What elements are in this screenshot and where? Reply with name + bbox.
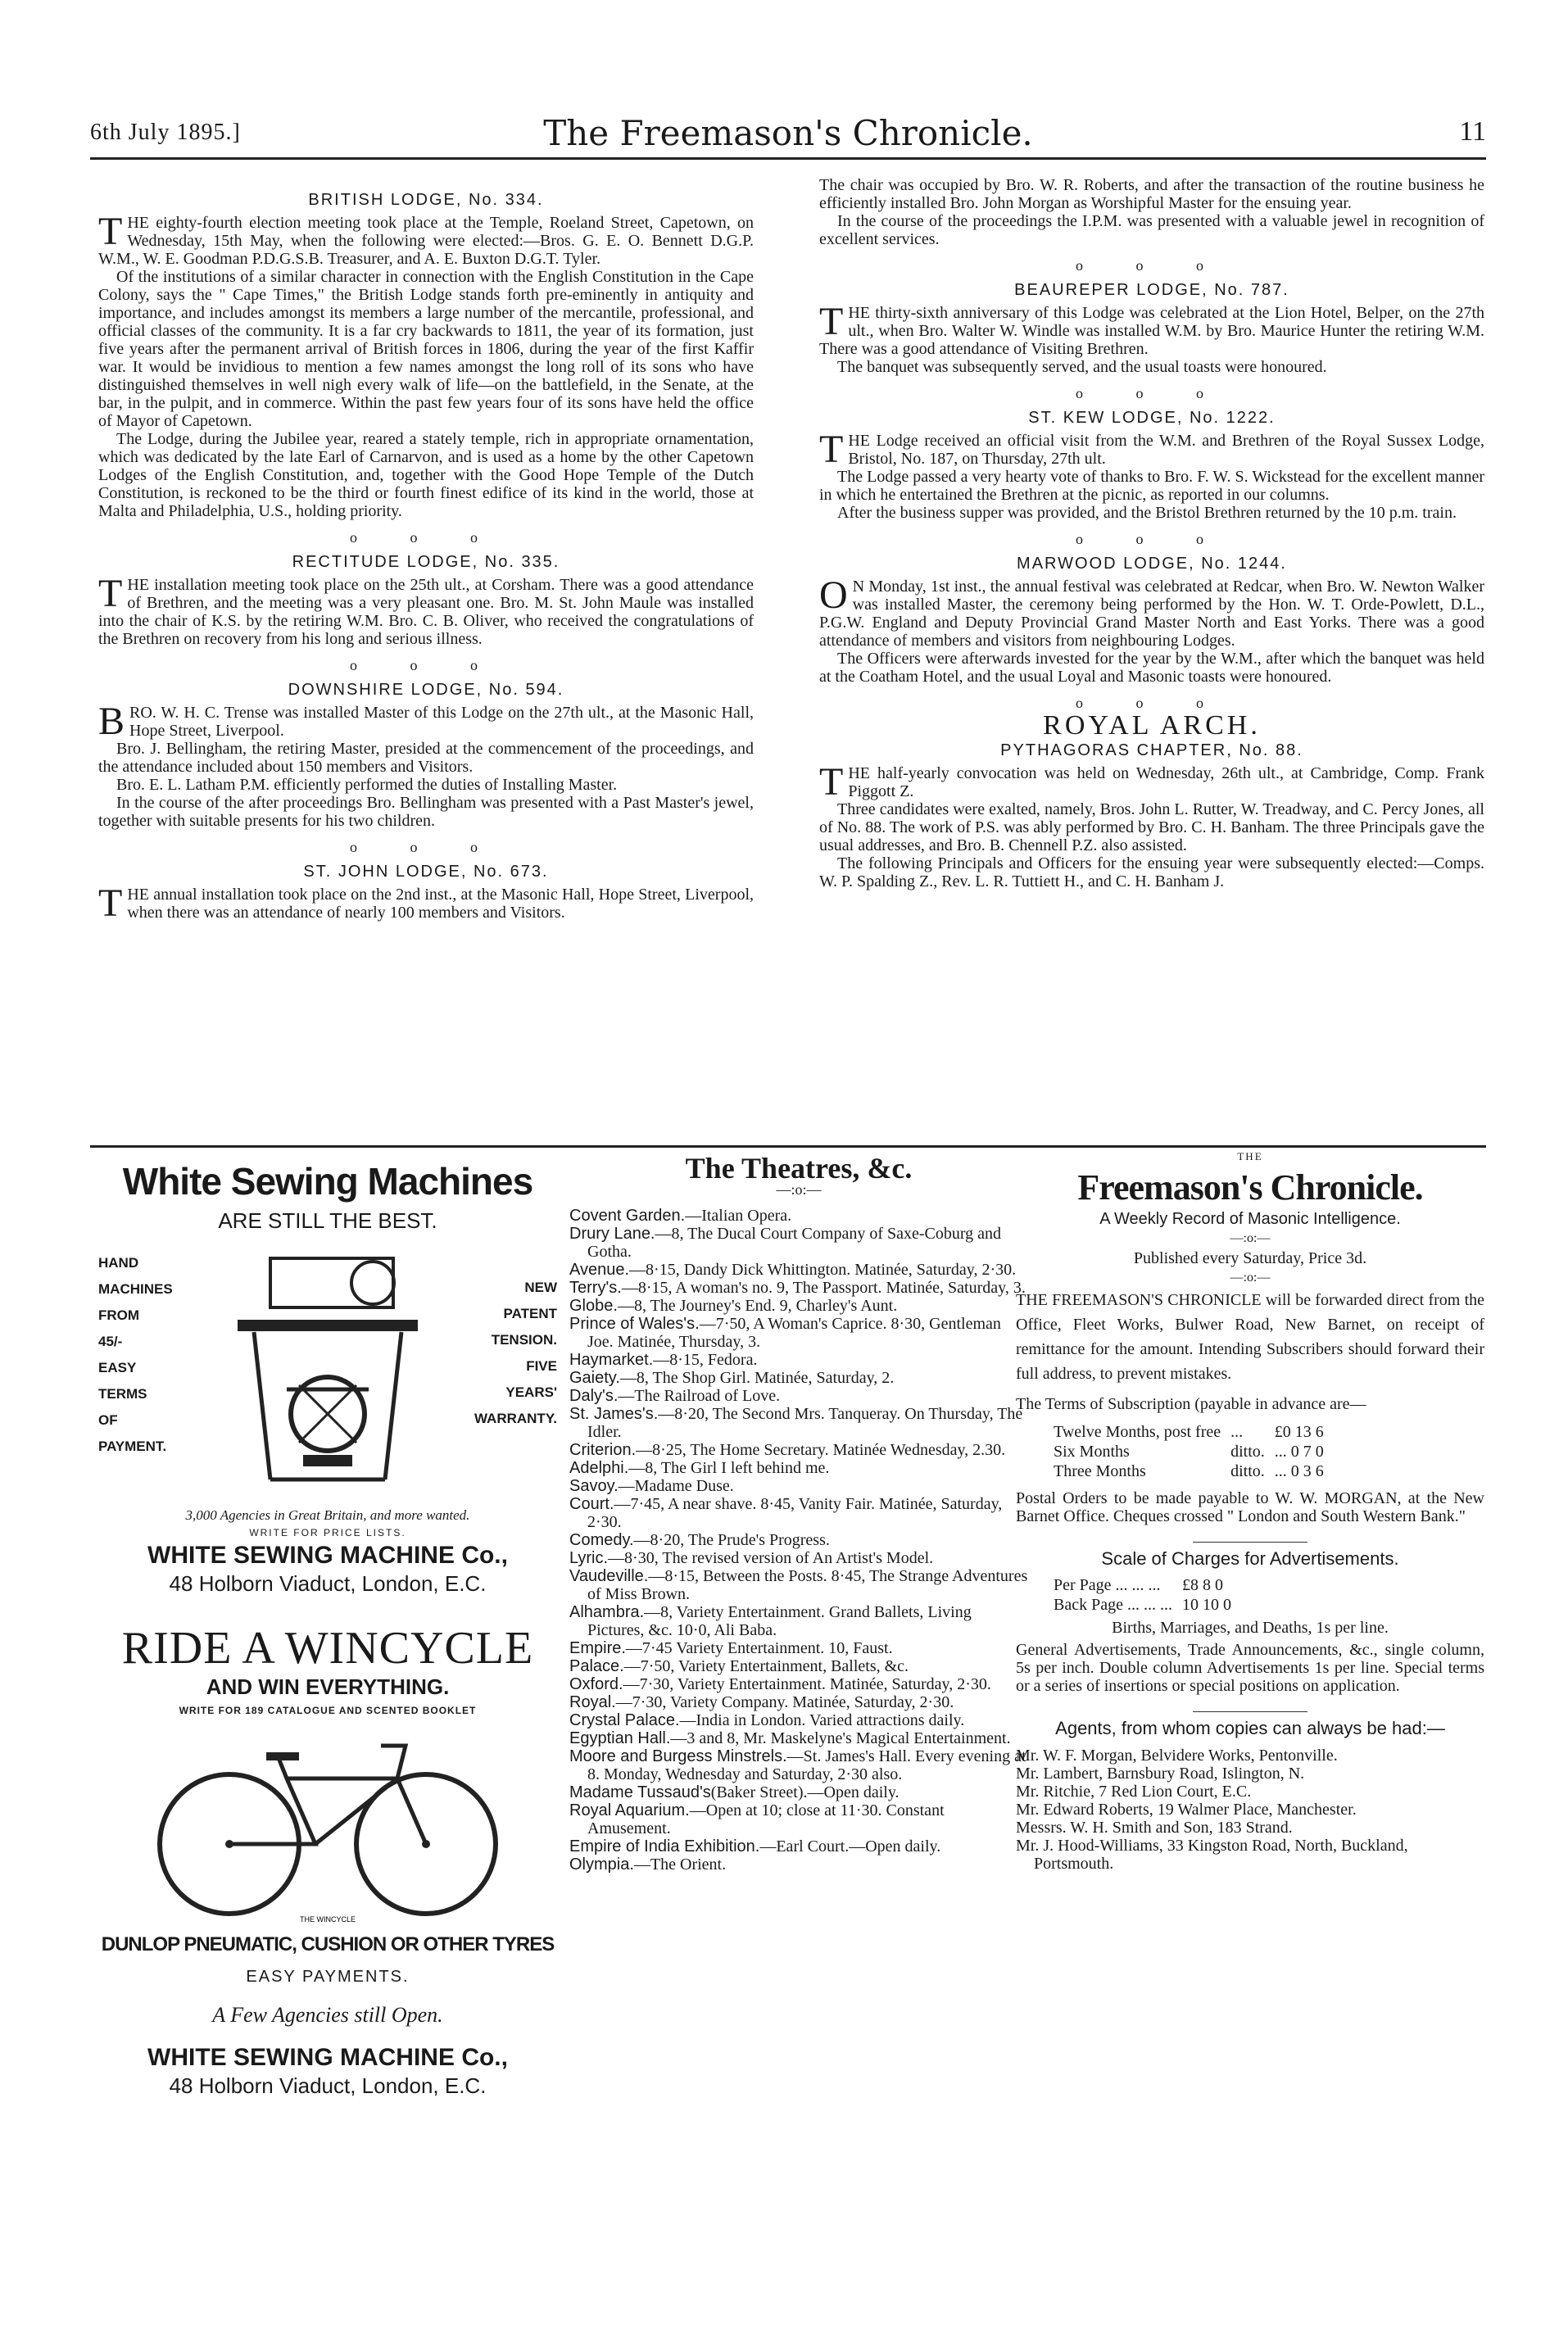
- theatre-entry: [569, 1837, 1028, 1855]
- page-number: 11: [1459, 116, 1486, 147]
- chronicle-postal: Postal Orders to be made payable to W. W. MORGAN, at the New Barnet Office. Cheques crossed " London and South Western Bank.": [1016, 1489, 1484, 1525]
- agents-list: [1016, 1747, 1484, 1873]
- chronicle-published: Published every Saturday, Price 3d.: [1133, 1249, 1367, 1267]
- ad-right-item: TENSION.: [491, 1332, 557, 1348]
- drop-cap: T: [819, 300, 844, 343]
- rate-cell: ditto.: [1230, 1443, 1265, 1461]
- theatre-detail: —8, The Shop Girl. Matinée, Saturday, 2.: [619, 1369, 895, 1387]
- wincycle-write: WRITE FOR 189 CATALOGUE AND SCENTED BOOKLET: [179, 1705, 477, 1716]
- drop-cap: T: [819, 428, 844, 471]
- chronicle-subtitle: A Weekly Record of Masonic Intelligence.: [1099, 1210, 1401, 1228]
- wincycle-ad: [98, 1622, 557, 2099]
- theatre-detail: —7·50, Variety Entertainment, Ballets, &c.: [623, 1657, 909, 1675]
- rate-row: [1049, 1442, 1329, 1461]
- ad-title: White Sewing Machines: [122, 1160, 533, 1203]
- chronicle-general: General Advertisements, Trade Announcements, &c., single column, 5s per inch. Double column Advertisements 1s per line. Special terms or a series of insertions or special positions on application.: [1016, 1641, 1484, 1695]
- section-divider: o o o: [350, 839, 502, 855]
- theatres-column: [569, 1152, 1028, 1874]
- theatre-name: Globe.: [569, 1297, 618, 1315]
- article-paragraph: The following Principals and Officers for the ensuing year were subsequently elected:—Comps. W. P. Spalding Z., Rev. L. R. Tuttiett H., and C. H. Banham J.: [819, 854, 1484, 890]
- theatre-entry: [569, 1603, 1028, 1639]
- theatres-title: The Theatres, &c.: [685, 1152, 913, 1185]
- section-divider: o o o: [1076, 531, 1228, 547]
- right-column: [819, 176, 1484, 890]
- agent-entry: Mr. Edward Roberts, 19 Walmer Place, Manchester.: [1016, 1801, 1357, 1819]
- theatre-entry: [569, 1657, 1028, 1675]
- chronicle-births: Births, Marriages, and Deaths, 1s per line.: [1112, 1619, 1389, 1637]
- theatre-name: Gaiety.: [569, 1369, 620, 1387]
- ad-agencies: 3,000 Agencies in Great Britain, and more wanted.: [185, 1507, 470, 1523]
- agent-entry: Mr. W. F. Morgan, Belvidere Works, Pentonville.: [1016, 1747, 1338, 1765]
- theatre-name: Empire of India Exhibition.: [569, 1837, 760, 1855]
- ad-right-item: NEW: [524, 1280, 557, 1295]
- lodge-heading: BEAUREPER LODGE, No. 787.: [1014, 281, 1289, 299]
- article-paragraph: THE installation meeting took place on the 25th ult., at Corsham. There was a good attendance of Brethren, and the meeting was a very pleasant one. Bro. M. St. John Maule was installed into the chair of K.S. by the retiring W.M. Bro. C. B. Oliver, who received the congratulations of the Brethren on recovery from his long and serious illness.: [98, 572, 754, 648]
- theatre-name: Savoy.: [569, 1477, 619, 1495]
- theatre-detail: —3 and 8, Mr. Maskelyne's Magical Entertainment.: [670, 1729, 1011, 1747]
- theatre-entry: [569, 1531, 1028, 1549]
- masthead-title: The Freemason's Chronicle.: [543, 113, 1033, 153]
- theatre-entry: [569, 1495, 1028, 1531]
- theatre-name: Prince of Wales's.: [569, 1315, 700, 1333]
- rate-cell: Three Months: [1054, 1462, 1146, 1480]
- article-paragraph: The banquet was subsequently served, and the usual toasts were honoured.: [837, 358, 1327, 376]
- theatre-name: Terry's.: [569, 1279, 622, 1297]
- theatre-name: Comedy.: [569, 1531, 634, 1549]
- theatre-entry: [569, 1477, 1028, 1495]
- section-divider: o o o: [1076, 385, 1228, 401]
- theatre-entry: [569, 1261, 1028, 1279]
- article-paragraph: O N Monday, 1st inst., the annual festival was celebrated at Redcar, when Bro. W. Newton Walker was installed Master, the ceremony being performed by the Hon. W. T. Orde-Powlett, D.L., P.G.W. England and Deputy Provincial Grand Master North and East Yorks. There was a good attendance of members and visitors from neighbouring Lodges.: [819, 573, 1484, 650]
- theatre-detail: —8, The Girl I left behind me.: [628, 1459, 830, 1477]
- theatre-name: St. James's.: [569, 1405, 659, 1423]
- rate-cell: £0 13 6: [1274, 1423, 1324, 1441]
- wincycle-label: THE WINCYCLE: [299, 1915, 356, 1923]
- section-divider: o o o: [1076, 695, 1228, 711]
- article-paragraph: The chair was occupied by Bro. W. R. Roberts, and after the transaction of the routine business he efficiently installed Bro. John Morgan as Worshipful Master for the ensuing year.: [819, 176, 1484, 212]
- wincycle-easy: EASY PAYMENTS.: [246, 1968, 410, 1986]
- theatres-divider: —:o:—: [776, 1181, 822, 1198]
- theatre-detail: —Italian Opera.: [685, 1207, 792, 1225]
- scale-row: [1049, 1595, 1236, 1615]
- theatre-entry: [569, 1297, 1028, 1315]
- theatre-name: Madame Tussaud's: [569, 1783, 711, 1801]
- section-divider: o o o: [1076, 257, 1228, 274]
- header-rule: [90, 157, 1486, 160]
- ad-left-item: OF: [98, 1412, 118, 1428]
- scale-row: [1049, 1575, 1236, 1595]
- article-paragraph: THE half-yearly convocation was held on Wednesday, 26th ult., at Cambridge, Comp. Frank Piggott Z.: [819, 760, 1484, 804]
- theatre-entry: [569, 1387, 1028, 1405]
- theatre-detail: —The Orient.: [633, 1855, 727, 1874]
- chronicle-separator: [1193, 1542, 1307, 1543]
- ad-left-item: PAYMENT.: [98, 1439, 167, 1454]
- theatre-entry: [569, 1207, 1028, 1225]
- theatre-name: Avenue.: [569, 1261, 630, 1279]
- chapter-heading: PYTHAGORAS CHAPTER, No. 88.: [1000, 741, 1303, 759]
- article-paragraph: The Officers were afterwards invested for the year by the W.M., after which the banquet was held at the Coatham Hotel, and the usual Loyal and Masonic toasts were honoured.: [819, 650, 1484, 686]
- theatre-detail: —7·30, Variety Company. Matinée, Saturday, 2·30.: [615, 1693, 954, 1711]
- lodge-heading: DOWNSHIRE LODGE, No. 594.: [288, 681, 564, 699]
- chronicle-para: THE FREEMASON'S CHRONICLE will be forwarded direct from the Office, Fleet Works, Bulwer Road, New Barnet, on receipt of remittance for the amount. Intending Subscribers should forward their full address, to prevent mistakes.: [1016, 1291, 1484, 1383]
- ad-left-item: 45/-: [98, 1334, 123, 1349]
- bicycle-illustration: [152, 1721, 504, 1926]
- theatre-detail: —8, Variety Entertainment. Grand Ballets, Living Pictures, &c. 10·0, Ali Baba.: [587, 1603, 972, 1639]
- theatre-name: Crystal Palace.: [569, 1711, 680, 1729]
- rate-cell: Twelve Months, post free: [1054, 1423, 1221, 1441]
- chronicle-divider-1: —:o:—: [1230, 1231, 1271, 1245]
- theatre-name: Court.: [569, 1495, 614, 1513]
- ad-left-item: EASY: [98, 1360, 137, 1375]
- chronicle-divider-2: —:o:—: [1230, 1271, 1271, 1285]
- ad-right-list: [467, 1275, 557, 1432]
- theatre-detail: —8·20, The Prude's Progress.: [633, 1531, 830, 1549]
- theatre-entry: [569, 1369, 1028, 1387]
- theatre-detail: —7·45 Variety Entertainment. 10, Faust.: [625, 1639, 893, 1657]
- theatre-detail: —8·25, The Home Secretary. Matinée Wednesday, 2.30.: [636, 1441, 1006, 1459]
- theatre-entry: [569, 1405, 1028, 1441]
- drop-cap: B: [98, 700, 125, 743]
- theatre-detail: —7·30, Variety Entertainment. Matinée, Saturday, 2·30.: [623, 1675, 991, 1693]
- drop-cap: O: [819, 573, 848, 617]
- article-paragraph: The Lodge passed a very hearty vote of thanks to Bro. F. W. S. Wickstead for the excellent manner in which he entertained the Brethren at the picnic, as reported in our columns.: [819, 468, 1484, 504]
- theatre-entry: [569, 1225, 1028, 1261]
- theatre-detail: —8·30, The revised version of An Artist's Model.: [608, 1549, 934, 1567]
- ad-left-item: FROM: [98, 1307, 140, 1323]
- theatre-name: Egyptian Hall.: [569, 1729, 671, 1747]
- article-paragraph: Three candidates were exalted, namely, Bros. John L. Rutter, W. Treadway, and C. Percy Jones, all of No. 88. The work of P.S. was ably performed by Bro. C. H. Banham. The three Principals gave the usual addresses, and Bro. B. Chennell P.Z. also assisted.: [819, 800, 1484, 854]
- article-paragraph: Of the institutions of a similar character in connection with the English Constitution in the Cape Colony, says the " Cape Times," the British Lodge stands forth pre-eminently in antiquity and importance, and includes amongst its members a large number of the mercantile, professional, and official classes of the community. It is a far cry backwards to 1811, the year of its formation, just five years after the permanent arrival of British forces in 1806, during the year of the first Kaffir war. It would be invidious to mention a few names amongst the long roll of its sons who have distinguished themselves in well nigh every walk of life—on the battlefield, in the Senate, at the bar, in the pulpit, and in commerce. Within the past few years four of its sons have held the office of Mayor of Capetown.: [98, 268, 754, 430]
- left-column: [98, 184, 754, 925]
- chronicle-title: Freemason's Chronicle.: [1077, 1167, 1423, 1208]
- theatre-entry: [569, 1711, 1028, 1729]
- article-paragraph: Bro. E. L. Latham P.M. efficiently performed the duties of Installing Master.: [116, 776, 618, 794]
- theatre-entry: [569, 1351, 1028, 1369]
- chronicle-the: THE: [1237, 1150, 1263, 1162]
- chronicle-separator-2: [1193, 1711, 1307, 1712]
- theatre-entry: [569, 1675, 1028, 1693]
- lodge-heading: MARWOOD LODGE, No. 1244.: [1017, 555, 1287, 573]
- rate-cell: ditto.: [1230, 1462, 1265, 1480]
- theatre-entry: [569, 1441, 1028, 1459]
- rate-cell: ... 0 7 0: [1274, 1443, 1324, 1461]
- theatre-name: Daly's.: [569, 1387, 619, 1405]
- rate-cell: ... 0 3 6: [1274, 1462, 1324, 1480]
- theatre-entry: [569, 1549, 1028, 1567]
- page-header: [90, 113, 1486, 154]
- ad-left-item: HAND: [98, 1255, 139, 1271]
- wincycle-agencies: A Few Agencies still Open.: [212, 2003, 443, 2027]
- theatre-detail: —8, The Journey's End. 9, Charley's Aunt.: [617, 1297, 898, 1315]
- rate-cell: Six Months: [1054, 1443, 1130, 1461]
- rate-row: [1049, 1422, 1329, 1442]
- ad-left-item: TERMS: [98, 1386, 147, 1402]
- theatre-name: Olympia.: [569, 1855, 634, 1874]
- lodge-heading: RECTITUDE LODGE, No. 335.: [292, 553, 560, 571]
- wincycle-tyres: DUNLOP PNEUMATIC, CUSHION OR OTHER TYRES: [101, 1933, 555, 1955]
- scale-cell: Back Page ... ... ...: [1054, 1596, 1172, 1614]
- theatre-entry: [569, 1315, 1028, 1351]
- theatre-detail: —8·15, Dandy Dick Whittington. Matinée, Saturday, 2·30.: [629, 1261, 1017, 1279]
- theatre-name: Palace.: [569, 1657, 624, 1675]
- ad-subtitle: ARE STILL THE BEST.: [218, 1208, 437, 1233]
- scale-cell: £8 8 0: [1181, 1576, 1223, 1594]
- theatre-name: Vaudeville.: [569, 1567, 649, 1585]
- article-paragraph: THE annual installation took place on the 2nd inst., at the Masonic Hall, Hope Street, Liverpool, when there was an attendance of nearly 100 members and Visitors.: [98, 881, 754, 925]
- ad-write: WRITE FOR PRICE LISTS.: [249, 1527, 406, 1538]
- theatre-name: Adelphi.: [569, 1459, 629, 1477]
- ad-left-item: MACHINES: [98, 1281, 173, 1297]
- ad-address: 48 Holborn Viaduct, London, E.C.: [169, 1571, 487, 1596]
- article-paragraph: After the business supper was provided, and the Bristol Brethren returned by the 10 p.m. train.: [837, 504, 1457, 522]
- ad-company: WHITE SEWING MACHINE Co.,: [147, 1542, 508, 1569]
- theatre-name: Criterion.: [569, 1441, 637, 1459]
- ad-right-item: FIVE: [526, 1358, 557, 1374]
- article-paragraph: In the course of the after proceedings Bro. Bellingham was presented with a Past Master's jewel, together with suitable presents for his two children.: [98, 794, 754, 830]
- theatre-detail: —8·20, The Second Mrs. Tanqueray. On Thursday, The Idler.: [587, 1405, 1023, 1441]
- advertising-scale: [1049, 1575, 1236, 1615]
- theatre-entry: [569, 1783, 1028, 1801]
- theatre-detail: —8·15, Fedora.: [653, 1351, 758, 1369]
- drop-cap: T: [98, 881, 123, 925]
- section-divider: o o o: [350, 529, 502, 546]
- theatre-name: Haymarket.: [569, 1351, 654, 1369]
- theatre-detail: —7·50, A Woman's Caprice. 8·30, Gentleman Joe. Matinée, Thursday, 3.: [587, 1315, 1001, 1351]
- theatre-detail: —India in London. Varied attractions daily.: [679, 1711, 965, 1729]
- article-paragraph: THE Lodge received an official visit from the W.M. and Brethren of the Royal Sussex Lodge, Bristol, No. 187, on Thursday, 27th ult.: [819, 428, 1484, 471]
- agents-title: Agents, from whom copies can always be had:—: [1055, 1718, 1445, 1738]
- theatre-entry: [569, 1567, 1028, 1603]
- article-paragraph: THE thirty-sixth anniversary of this Lodge was celebrated at the Lion Hotel, Belper, on the 27th ult., when Bro. Walter W. Windle was installed W.M. by Bro. Maurice Hunter the retiring W.M. There was a good attendance of Visiting Brethren.: [819, 300, 1484, 358]
- lodge-heading: ST. KEW LODGE, No. 1222.: [1028, 409, 1276, 427]
- theatre-detail: —Open at 10; close at 11·30. Constant Amusement.: [587, 1801, 945, 1837]
- theatre-detail: —8·15, A woman's no. 9, The Passport. Matinée, Saturday, 3.: [621, 1279, 1026, 1297]
- wincycle-company: WHITE SEWING MACHINE Co.,: [147, 2044, 508, 2071]
- article-paragraph: BRO. W. H. C. Trense was installed Master of this Lodge on the 27th ult., at the Masonic Hall, Hope Street, Liverpool.: [98, 700, 754, 743]
- subscription-rates: [1049, 1422, 1329, 1481]
- agent-entry: Mr. J. Hood-Williams, 33 Kingston Road, North, Buckland, Portsmouth.: [1016, 1837, 1408, 1873]
- sewing-machine-illustration: [221, 1242, 434, 1504]
- theatre-entry: [569, 1459, 1028, 1477]
- theatre-detail: —The Railroad of Love.: [618, 1387, 781, 1405]
- article-paragraph: The Lodge, during the Jubilee year, reared a stately temple, rich in appropriate ornamentation, which was dedicated by the late Earl of Carnarvon, and is used as a home by the other Capetown Lodges of the English Constitution, and, together with the Good Hope Temple of the Dutch Constitution, is reckoned to be the third or fourth finest edifice of its kind in the world, those at Malta and Philadelphia, U.S., holding priority.: [98, 430, 754, 520]
- ad-right-item: WARRANTY.: [474, 1411, 557, 1426]
- theatre-entry: [569, 1693, 1028, 1711]
- theatre-entry: [569, 1855, 1028, 1874]
- theatre-detail: —St. James's Hall. Every evening at 8. Monday, Wednesday and Saturday, 2·30 also.: [587, 1747, 1026, 1783]
- theatre-entry: [569, 1801, 1028, 1837]
- sewing-machine-ad: [98, 1159, 557, 1597]
- scale-cell: 10 10 0: [1181, 1596, 1231, 1614]
- wincycle-subtitle: AND WIN EVERYTHING.: [206, 1674, 450, 1699]
- article-paragraph: In the course of the proceedings the I.P.M. was presented with a valuable jewel in recognition of excellent services.: [819, 212, 1484, 248]
- ad-right-item: PATENT: [503, 1306, 557, 1321]
- scale-title: Scale of Charges for Advertisements.: [1101, 1548, 1399, 1569]
- article-paragraph: Bro. J. Bellingham, the retiring Master, presided at the commencement of the proceedings, and the attendance included about 150 members and Visitors.: [98, 740, 754, 776]
- royal-arch-title: ROYAL ARCH.: [1043, 710, 1261, 741]
- theatre-name: Covent Garden.: [569, 1207, 686, 1225]
- scale-cell: Per Page ... ... ...: [1054, 1576, 1161, 1594]
- section-divider: o o o: [350, 657, 502, 673]
- theatre-name: Empire.: [569, 1639, 626, 1657]
- ad-left-list: [98, 1250, 188, 1460]
- theatre-detail: —7·45, A near shave. 8·45, Vanity Fair. Matinée, Saturday, 2·30.: [587, 1495, 1003, 1531]
- theatre-entry: [569, 1729, 1028, 1747]
- theatre-name: Alhambra.: [569, 1603, 645, 1621]
- theatre-name: Moore and Burgess Minstrels.: [569, 1747, 787, 1765]
- chronicle-notice: [1016, 1147, 1484, 1873]
- theatre-detail: (Baker Street).—Open daily.: [710, 1783, 900, 1801]
- article-paragraph: THE eighty-fourth election meeting took place at the Temple, Roeland Street, Capetown, on Wednesday, 15th May, when the following were elected:—Bros. G. E. O. Bennett D.G.P. W.M., W. E. Goodman P.D.G.S.B. Treasurer, and A. E. Buxton D.G.T. Tyler.: [98, 210, 754, 268]
- theatre-detail: —Earl Court.—Open daily.: [759, 1837, 941, 1855]
- theatre-entry: [569, 1639, 1028, 1657]
- wincycle-title: RIDE A WINCYCLE: [121, 1623, 534, 1674]
- theatre-entry: [569, 1747, 1028, 1783]
- theatre-name: Lyric.: [569, 1549, 609, 1567]
- wincycle-address: 48 Holborn Viaduct, London, E.C.: [169, 2073, 487, 2098]
- issue-date: 6th July 1895.]: [90, 120, 241, 145]
- ad-right-item: YEARS': [505, 1384, 557, 1400]
- theatre-name: Oxford.: [569, 1675, 623, 1693]
- theatre-name: Royal Aquarium.: [569, 1801, 690, 1819]
- theatre-detail: —8, The Ducal Court Company of Saxe-Coburg and Gotha.: [587, 1225, 1002, 1261]
- theatre-name: Drury Lane.: [569, 1225, 655, 1243]
- rate-row: [1049, 1461, 1329, 1481]
- drop-cap: T: [819, 760, 844, 804]
- drop-cap: T: [98, 210, 123, 253]
- lodge-heading: ST. JOHN LODGE, No. 673.: [303, 863, 549, 881]
- chronicle-terms: The Terms of Subscription (payable in advance are—: [1016, 1395, 1366, 1413]
- rate-cell: ...: [1230, 1423, 1244, 1441]
- theatre-detail: —Madame Duse.: [618, 1477, 734, 1495]
- agent-entry: Messrs. W. H. Smith and Son, 183 Strand.: [1016, 1819, 1293, 1837]
- drop-cap: T: [98, 572, 123, 615]
- agent-entry: Mr. Lambert, Barnsbury Road, Islington, N.: [1016, 1765, 1305, 1783]
- theatre-entry: [569, 1279, 1028, 1297]
- theatre-detail: —8·15, Between the Posts. 8·45, The Strange Adventures of Miss Brown.: [587, 1567, 1028, 1603]
- theatre-list: [569, 1207, 1028, 1874]
- agent-entry: Mr. Ritchie, 7 Red Lion Court, E.C.: [1016, 1783, 1252, 1801]
- lodge-heading: BRITISH LODGE, No. 334.: [308, 191, 544, 209]
- theatre-name: Royal.: [569, 1693, 616, 1711]
